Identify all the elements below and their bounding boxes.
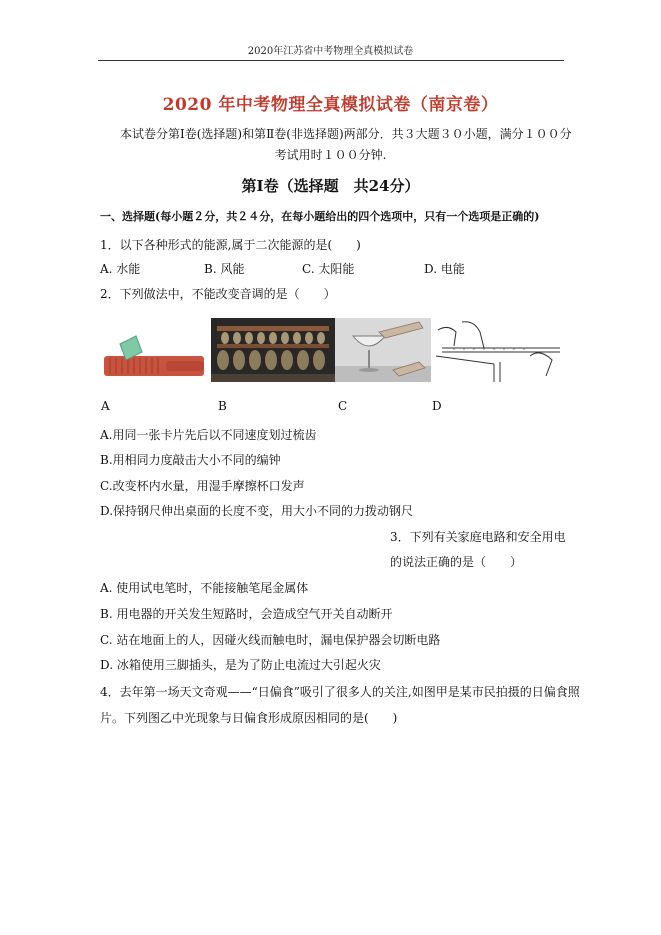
q1-option-d: D. 电能 bbox=[424, 262, 465, 276]
q2-option-a: A.用同一张卡片先后以不同速度划过梳齿 bbox=[100, 428, 317, 442]
q2-option-b: B.用相同力度敲击大小不同的编钟 bbox=[100, 453, 281, 467]
steel-ruler-figure bbox=[434, 318, 564, 382]
figure-label-a: A bbox=[101, 399, 110, 413]
q1-option-c: C. 太阳能 bbox=[302, 262, 355, 276]
intro-line-2: 考试用时１００分钟. bbox=[274, 148, 387, 162]
intro-line-1: 本试卷分第Ⅰ卷(选择题)和第Ⅱ卷(非选择题)两部分．共３大题３０小题，满分１００分 bbox=[120, 127, 572, 141]
wine-glass-figure bbox=[335, 318, 431, 382]
q3-option-d: D. 冰箱使用三脚插头，是为了防止电流过大引起火灾 bbox=[100, 658, 381, 672]
q3-stem-line-2: 的说法正确的是（ ） bbox=[390, 555, 523, 569]
section-title: 第Ⅰ卷（选择题 共24分） bbox=[241, 177, 420, 195]
q1-option-a: A. 水能 bbox=[100, 262, 141, 276]
header-rule bbox=[98, 60, 564, 61]
bianzhong-bells-figure bbox=[211, 318, 335, 382]
q1-option-b: B. 风能 bbox=[204, 262, 245, 276]
figure-label-b: B bbox=[218, 399, 227, 413]
q3-option-c: C. 站在地面上的人，因碰火线而触电时，漏电保护器会切断电路 bbox=[100, 633, 441, 647]
q1-stem: 1．以下各种形式的能源,属于二次能源的是( ) bbox=[100, 238, 361, 252]
q2-stem: 2．下列做法中，不能改变音调的是（ ） bbox=[100, 287, 336, 301]
part-heading: 一、选择题(每小题２分，共２４分，在每小题给出的四个选项中，只有一个选项是正确的) bbox=[100, 210, 540, 223]
running-header: 2020年江苏省中考物理全真模拟试卷 bbox=[247, 46, 414, 57]
q3-option-b: B. 用电器的开关发生短路时，会造成空气开关自动断开 bbox=[100, 607, 393, 621]
figure-label-d: D bbox=[432, 399, 442, 413]
q3-stem-line-1: 3．下列有关家庭电路和安全用电 bbox=[390, 530, 566, 544]
q3-option-a: A. 使用试电笔时，不能接触笔尾金属体 bbox=[100, 581, 309, 595]
q4-line-1: 4．去年第一场天文奇观——“日偏食”吸引了很多人的关注,如图甲是某市民拍摄的日偏食照 bbox=[100, 685, 580, 699]
page-title: 2020 年中考物理全真模拟试卷（南京卷） bbox=[162, 95, 499, 115]
q2-option-d: D.保持钢尺伸出桌面的长度不变，用大小不同的力拨动钢尺 bbox=[100, 504, 414, 518]
comb-card-figure bbox=[100, 330, 208, 384]
q4-line-2: 片。下列图乙中光现象与日偏食形成原因相同的是( ) bbox=[100, 711, 398, 725]
q2-option-c: C.改变杯内水量，用湿手摩擦杯口发声 bbox=[100, 479, 305, 493]
figure-label-c: C bbox=[338, 399, 348, 413]
